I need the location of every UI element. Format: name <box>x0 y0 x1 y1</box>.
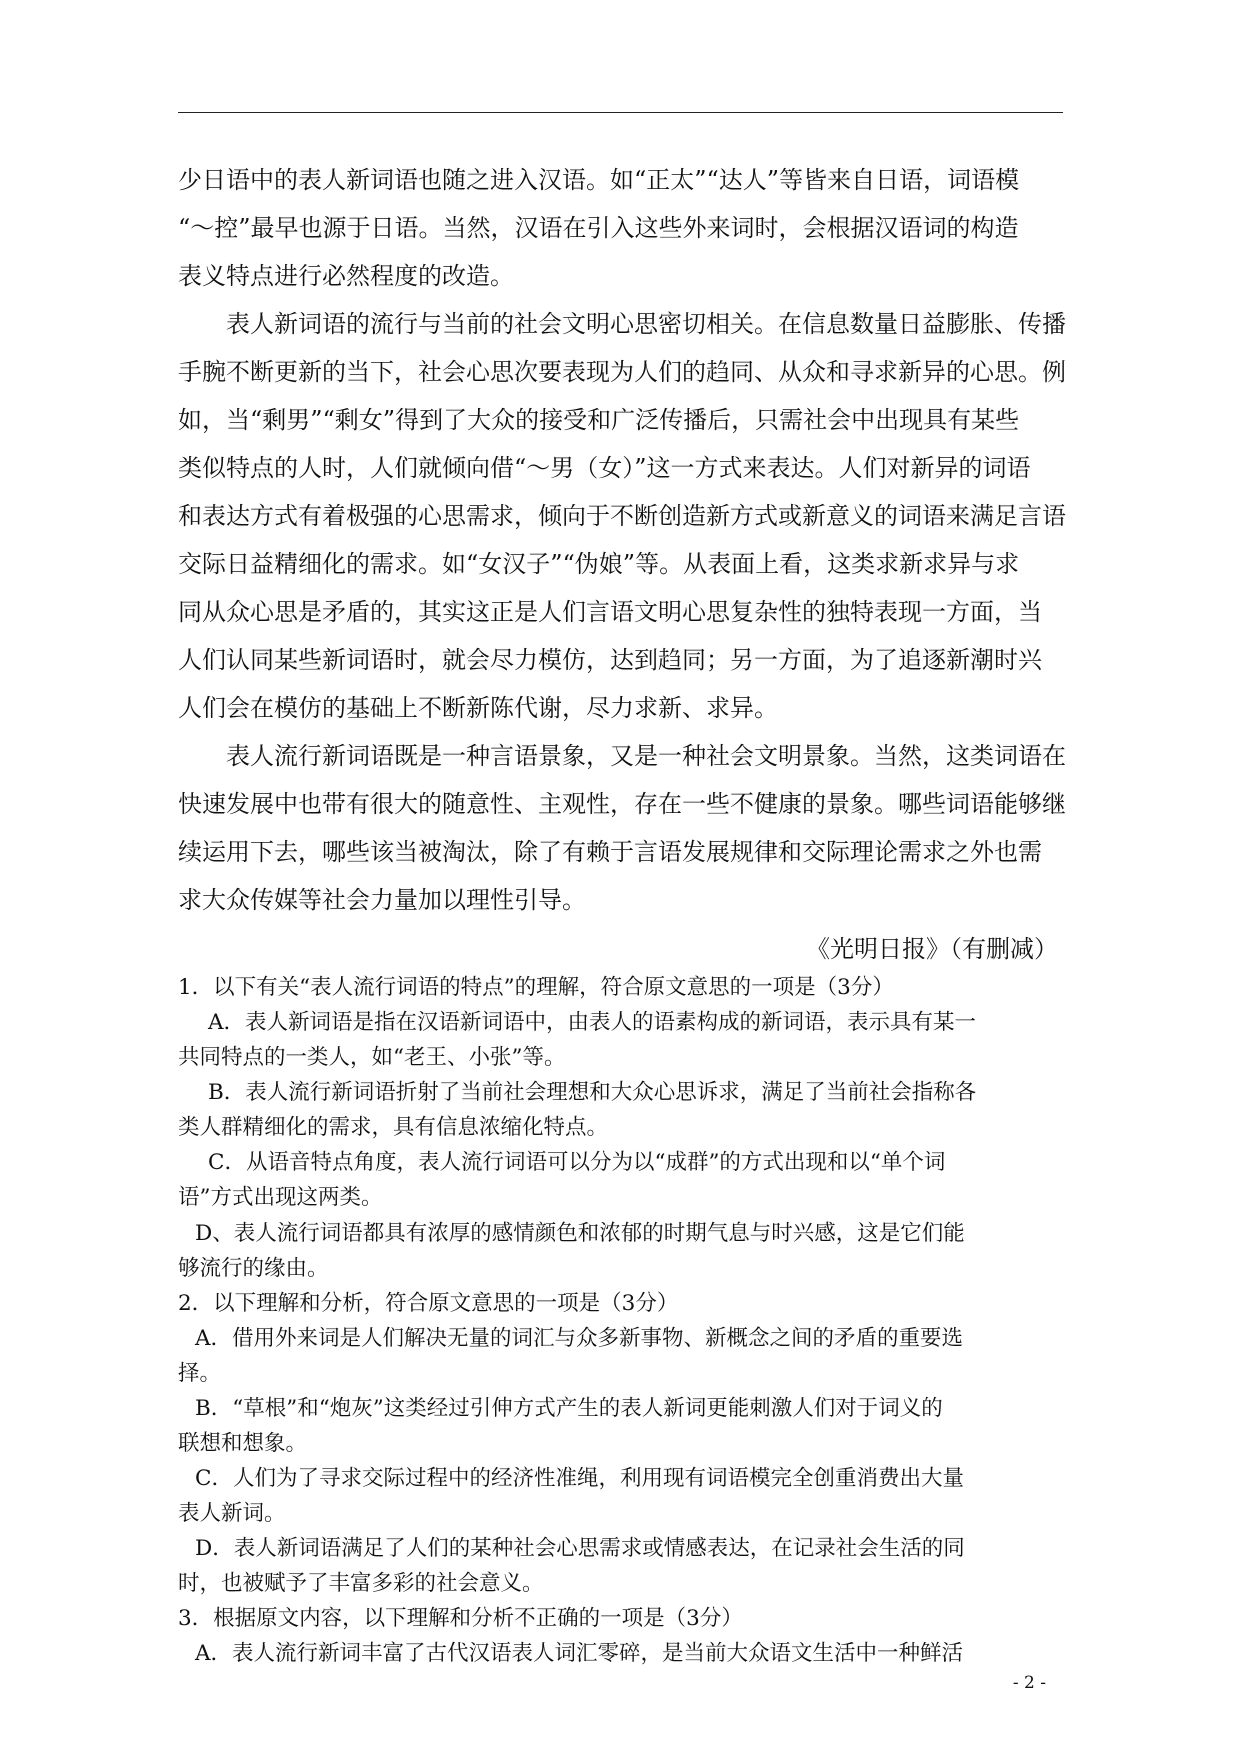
question-2-option-c: C．人们为了寻求交际过程中的经济性准绳，利用现有词语模完全创重消费出大量 <box>195 1466 964 1491</box>
passage-line: 同从众心思是矛盾的，其实这正是人们言语文明心思复杂性的独特表现一方面，当 <box>178 598 1042 626</box>
question-2-option-d-cont: 时，也被赋予了丰富多彩的社会意义。 <box>178 1571 544 1596</box>
question-1-option-a-cont: 共同特点的一类人，如“老王、小张”等。 <box>178 1045 566 1070</box>
question-1-stem: 1．以下有关“表人流行词语的特点”的理解，符合原文意思的一项是（3分） <box>178 975 894 1000</box>
passage-line: 和表达方式有着极强的心思需求，倾向于不断创造新方式或新意义的词语来满足言语 <box>178 502 1066 530</box>
question-1-option-d: D、表人流行词语都具有浓厚的感情颜色和浓郁的时期气息与时兴感，这是它们能 <box>195 1221 965 1246</box>
passage-line: 表人流行新词语既是一种言语景象，又是一种社会文明景象。当然，这类词语在 <box>226 742 1066 770</box>
passage-line: 如，当“剩男”“剩女”得到了大众的接受和广泛传播后，只需社会中出现具有某些 <box>178 406 1020 434</box>
passage-line: “～控”最早也源于日语。当然，汉语在引入这些外来词时，会根据汉语词的构造 <box>178 214 1019 242</box>
passage-line: 求大众传媒等社会力量加以理性引导。 <box>178 886 586 914</box>
passage-line: 续运用下去，哪些该当被淘汰，除了有赖于言语发展规律和交际理论需求之外也需 <box>178 838 1042 866</box>
passage-line: 表人新词语的流行与当前的社会文明心思密切相关。在信息数量日益膨胀、传播 <box>226 310 1066 338</box>
question-2-option-a-cont: 择。 <box>178 1361 222 1386</box>
question-1-option-c-cont: 语”方式出现这两类。 <box>178 1185 383 1210</box>
page-number: - 2 - <box>1012 1673 1046 1693</box>
question-3-stem: 3．根据原文内容，以下理解和分析不正确的一项是（3分） <box>178 1606 743 1631</box>
question-3-option-a: A．表人流行新词丰富了古代汉语表人词汇零碎，是当前大众语文生活中一种鲜活 <box>195 1641 964 1666</box>
question-2-option-b-cont: 联想和想象。 <box>178 1431 308 1456</box>
passage-line: 人们会在模仿的基础上不断新陈代谢，尽力求新、求异。 <box>178 694 778 722</box>
passage-line: 表义特点进行必然程度的改造。 <box>178 262 514 290</box>
question-2-option-a: A．借用外来词是人们解决无量的词汇与众多新事物、新概念之间的矛盾的重要选 <box>195 1326 964 1351</box>
question-2-option-d: D．表人新词语满足了人们的某种社会心思需求或情感表达，在记录社会生活的同 <box>195 1536 965 1561</box>
question-2-stem: 2．以下理解和分析，符合原文意思的一项是（3分） <box>178 1291 679 1316</box>
question-2-option-c-cont: 表人新词。 <box>178 1501 286 1526</box>
question-2-option-b: B．“草根”和“炮灰”这类经过引伸方式产生的表人新词更能刺激人们对于词义的 <box>195 1396 943 1421</box>
question-1-option-d-cont: 够流行的缘由。 <box>178 1256 329 1281</box>
question-1-option-b: B．表人流行新词语折射了当前社会理想和大众心思诉求，满足了当前社会指称各 <box>208 1080 977 1105</box>
passage-line: 少日语中的表人新词语也随之进入汉语。如“正太”“达人”等皆来自日语，词语模 <box>178 166 1020 194</box>
passage-source: 《光明日报》（有删减） <box>806 935 1058 963</box>
passage-line: 快速发展中也带有很大的随意性、主观性，存在一些不健康的景象。哪些词语能够继 <box>178 790 1066 818</box>
passage-line: 手腕不断更新的当下，社会心思次要表现为人们的趋同、从众和寻求新异的心思。例 <box>178 358 1066 386</box>
passage-line: 类似特点的人时，人们就倾向借“～男（女）”这一方式来表达。人们对新异的词语 <box>178 454 1031 482</box>
question-1-option-c: C．从语音特点角度，表人流行词语可以分为以“成群”的方式出现和以“单个词 <box>208 1150 946 1175</box>
passage-line: 交际日益精细化的需求。如“女汉子”“伪娘”等。从表面上看，这类求新求异与求 <box>178 550 1020 578</box>
header-rule <box>178 112 1063 113</box>
question-1-option-a: A．表人新词语是指在汉语新词语中，由表人的语素构成的新词语，表示具有某一 <box>208 1010 977 1035</box>
question-1-option-b-cont: 类人群精细化的需求，具有信息浓缩化特点。 <box>178 1115 609 1140</box>
passage-line: 人们认同某些新词语时，就会尽力模仿，达到趋同；另一方面，为了追逐新潮时兴 <box>178 646 1042 674</box>
